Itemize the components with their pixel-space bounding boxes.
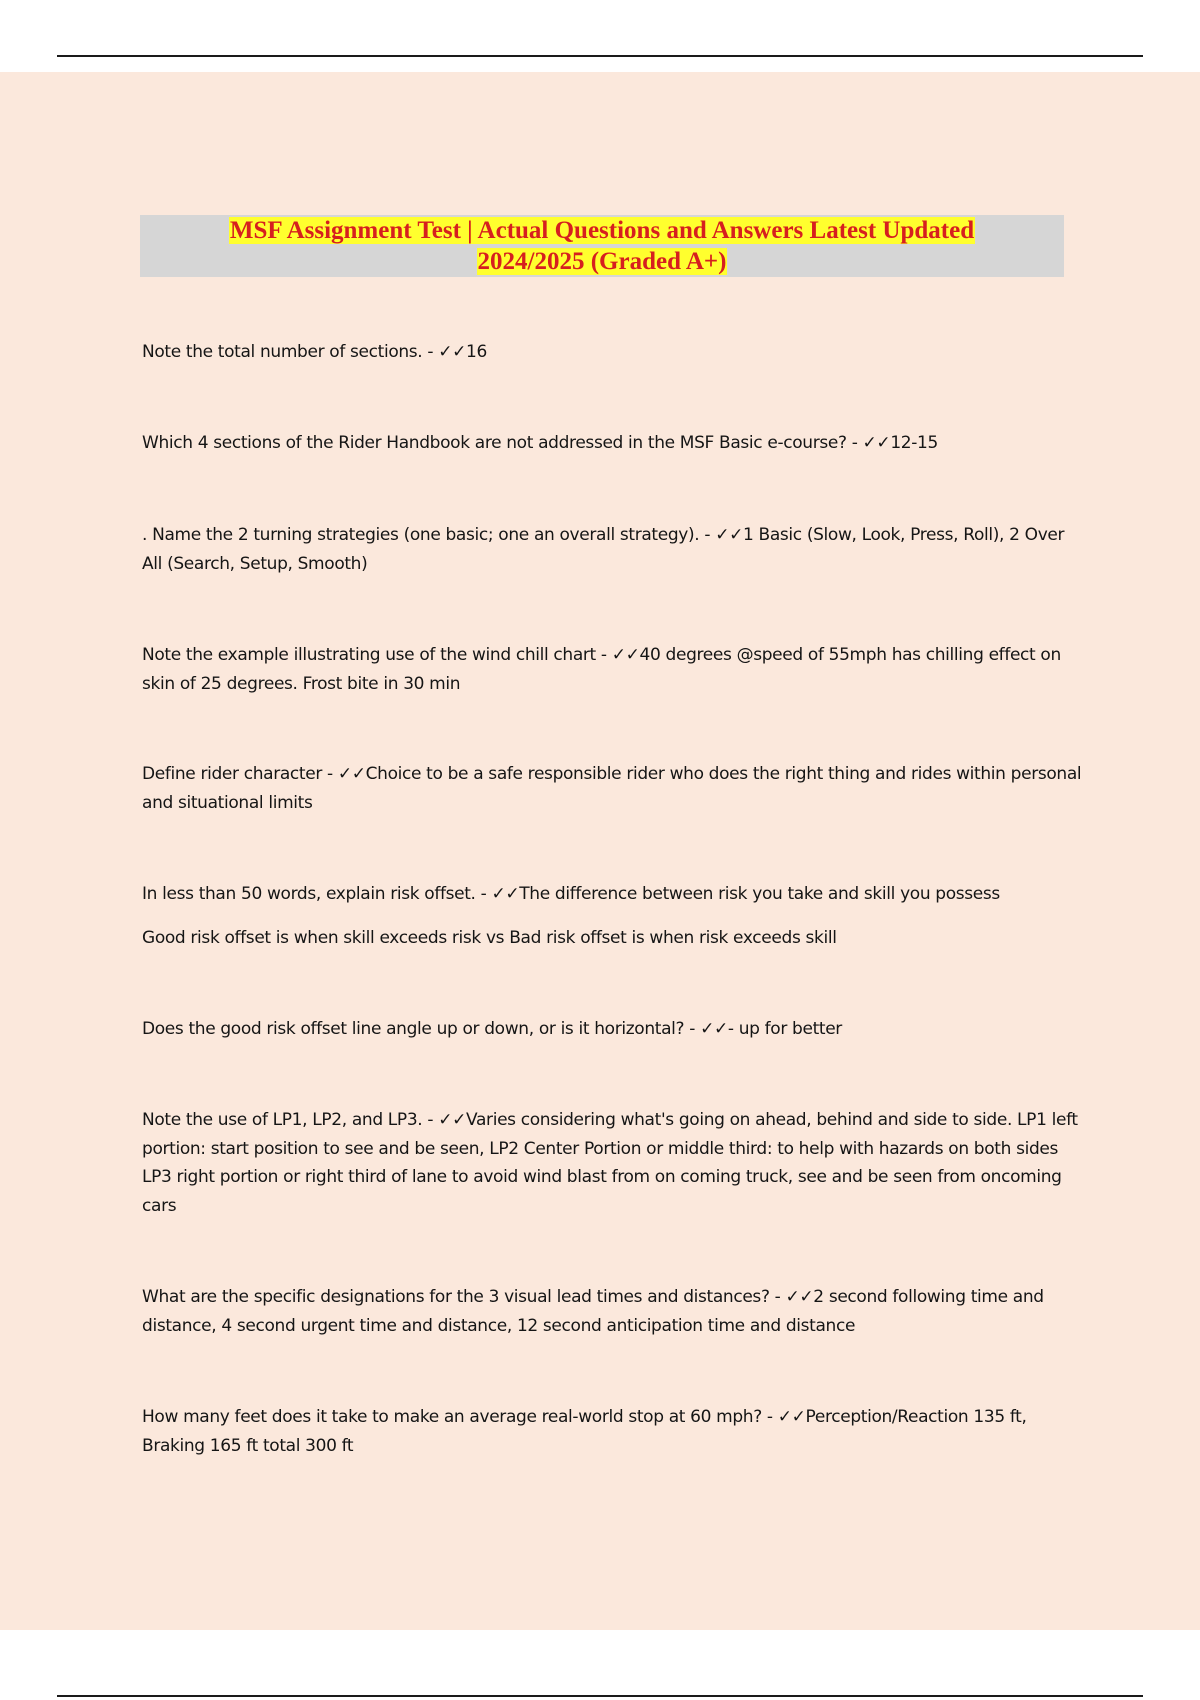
qa-item-6 (142, 880, 1082, 952)
qa-text: Note the total number of sections. - ✓✓16 (142, 342, 487, 362)
document-title (140, 215, 1064, 277)
qa-text: How many feet does it take to make an average real-world stop at 60 mph? - ✓✓Perception/Reaction 135 ft, Braking 165 ft total 300 ft (142, 1407, 1027, 1456)
header-rule (57, 55, 1143, 57)
qa-text: What are the specific designations for the 3 visual lead times and distances? - ✓✓2 second following time and distance, 4 second urgent time and distance, 12 second anticipation time and distance (142, 1287, 1044, 1336)
qa-item-4 (142, 641, 1082, 698)
qa-item-2 (142, 429, 1082, 458)
qa-text: Note the example illustrating use of the wind chill chart - ✓✓40 degrees @speed of 55mph has chilling effect on skin of 25 degrees. Frost bite in 30 min (142, 645, 1061, 694)
qa-text: Does the good risk offset line angle up or down, or is it horizontal? - ✓✓- up for better (142, 1019, 842, 1039)
title-line-2: 2024/2025 (Graded A+) (477, 248, 727, 275)
qa-text: Define rider character - ✓✓Choice to be a safe responsible rider who does the right thing and rides within personal and situational limits (142, 764, 1082, 813)
qa-text: . Name the 2 turning strategies (one basic; one an overall strategy). - ✓✓1 Basic (Slow, Look, Press, Roll), 2 Over All (Search, Setup, Smooth) (142, 525, 1065, 574)
title-line-1: MSF Assignment Test | Actual Questions and Answers Latest Updated (229, 217, 975, 244)
footer-rule (57, 1695, 1143, 1697)
qa-item-9 (142, 1283, 1082, 1340)
qa-item-7 (142, 1015, 1082, 1044)
qa-text: Which 4 sections of the Rider Handbook are not addressed in the MSF Basic e-course? - ✓✓12-15 (142, 433, 938, 453)
qa-item-5 (142, 760, 1082, 817)
document-page (0, 72, 1200, 1630)
qa-item-8 (142, 1106, 1082, 1220)
qa-extra-text: Good risk offset is when skill exceeds risk vs Bad risk offset is when risk exceeds skill (142, 927, 837, 948)
qa-item-3 (142, 521, 1082, 578)
qa-text: Note the use of LP1, LP2, and LP3. - ✓✓Varies considering what's going on ahead, behind and side to side. LP1 left portion: start position to see and be seen, LP2 Center Portion or middle third: to help with hazards on both sides LP3 right portion or right third of lane to avoid wind blast from on coming truck, see and be seen from oncoming cars (142, 1110, 1078, 1216)
qa-text: In less than 50 words, explain risk offset. - ✓✓The difference between risk you take and skill you possess (142, 884, 1000, 904)
qa-item-1 (142, 338, 1082, 367)
qa-item-10 (142, 1403, 1082, 1460)
